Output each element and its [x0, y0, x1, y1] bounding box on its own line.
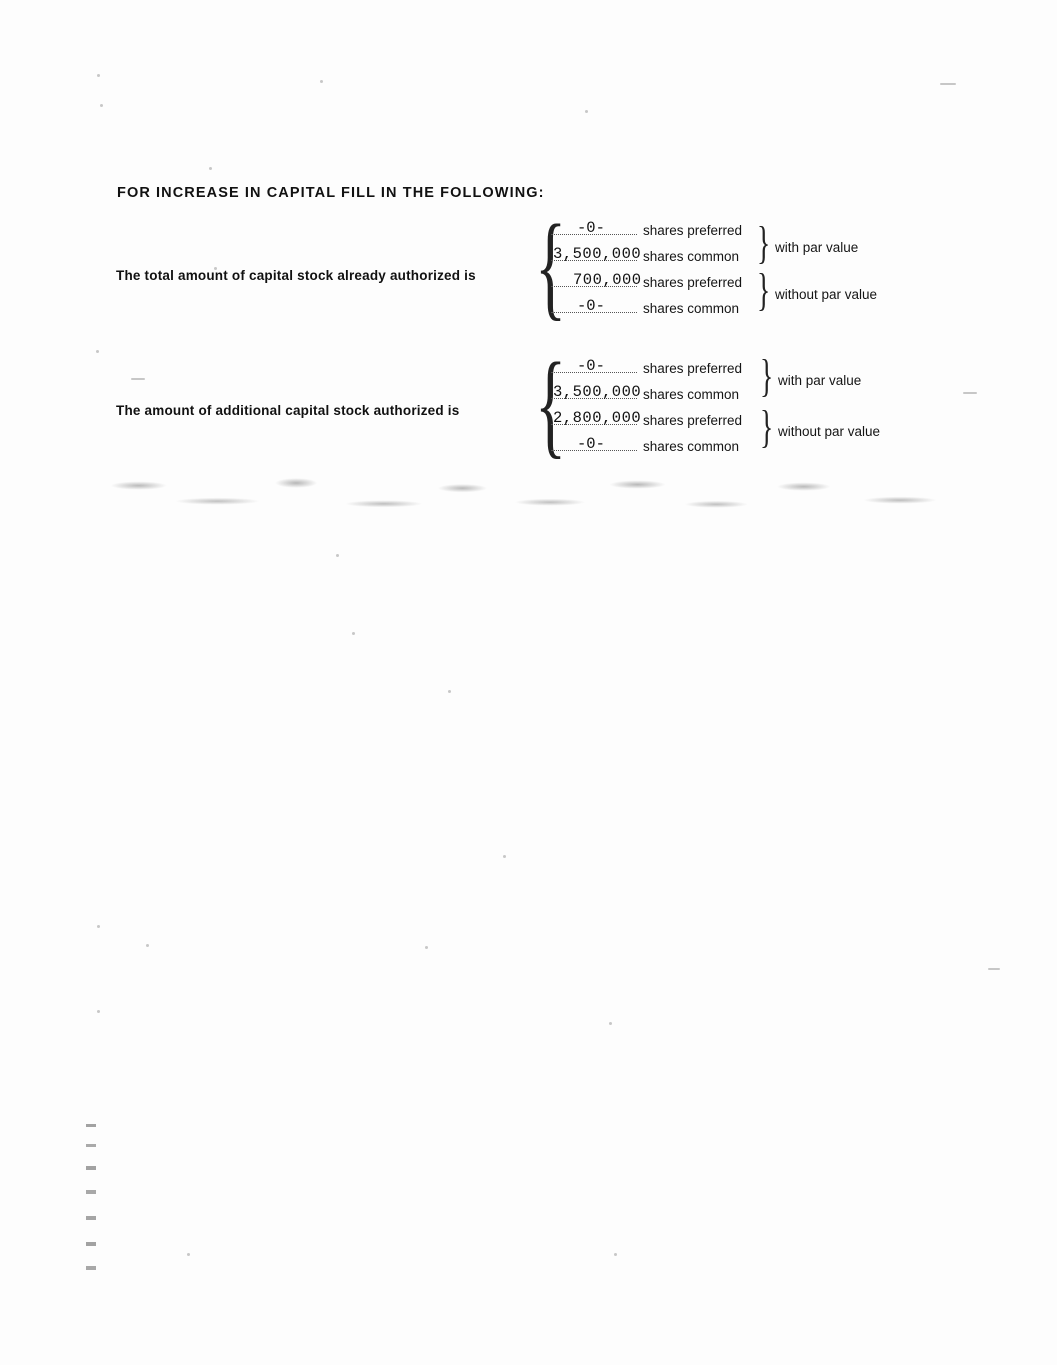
scan-speck [448, 690, 451, 693]
entry-value: -0- [577, 297, 605, 315]
entry-unit: shares common [643, 301, 740, 316]
entry-value: 700,000 [573, 271, 642, 289]
scan-speck [97, 925, 100, 928]
par-value-label: with par value [775, 240, 859, 255]
scan-speck [352, 632, 355, 635]
scan-speck [609, 1022, 612, 1025]
scan-speck [988, 968, 1000, 970]
scan-speck [187, 1253, 190, 1256]
entry-unit: shares common [643, 439, 740, 454]
entry-line [551, 292, 935, 318]
entry-line [551, 214, 935, 240]
entry-unit: shares preferred [643, 223, 743, 238]
entry-line [551, 378, 935, 404]
entry-unit: shares common [643, 387, 740, 402]
left-brace-icon: { [535, 338, 567, 469]
right-brace-icon: } [760, 401, 774, 452]
entry-unit: shares preferred [643, 275, 743, 290]
scan-speck [146, 944, 149, 947]
scan-speck [503, 855, 506, 858]
margin-scan-marks [86, 1120, 96, 1280]
entry-line [551, 352, 935, 378]
scan-speck [336, 554, 339, 557]
additional-authorized-entries [535, 338, 935, 469]
par-value-label: without par value [775, 287, 878, 302]
right-brace-icon: } [757, 264, 771, 315]
additional-authorized-label: The amount of additional capital stock authorized is [116, 403, 460, 418]
entry-unit: shares preferred [643, 413, 743, 428]
entry-unit: shares preferred [643, 361, 743, 376]
entry-value: 2,800,000 [553, 409, 642, 427]
right-brace-icon: } [760, 350, 774, 401]
scan-speck [97, 1010, 100, 1013]
entry-value: 3,500,000 [553, 383, 642, 401]
entry-value: -0- [577, 435, 605, 453]
form-heading: FOR INCREASE IN CAPITAL FILL IN THE FOLLOWING: [117, 185, 545, 201]
right-brace-icon: } [757, 217, 771, 268]
capital-increase-form [0, 0, 1057, 520]
entry-value: -0- [577, 357, 605, 375]
scan-speck [614, 1253, 617, 1256]
left-brace-icon: { [535, 200, 567, 331]
entry-unit: shares common [643, 249, 740, 264]
entry-value: 3,500,000 [553, 245, 642, 263]
entry-line [551, 240, 935, 266]
entry-value: -0- [577, 219, 605, 237]
total-authorized-entries [535, 200, 935, 331]
scan-speck [425, 946, 428, 949]
scan-smudge-band [95, 470, 970, 522]
par-value-label: without par value [778, 424, 881, 439]
total-authorized-label: The total amount of capital stock already authorized is [116, 268, 476, 283]
entry-line [551, 266, 935, 292]
par-value-label: with par value [778, 373, 862, 388]
